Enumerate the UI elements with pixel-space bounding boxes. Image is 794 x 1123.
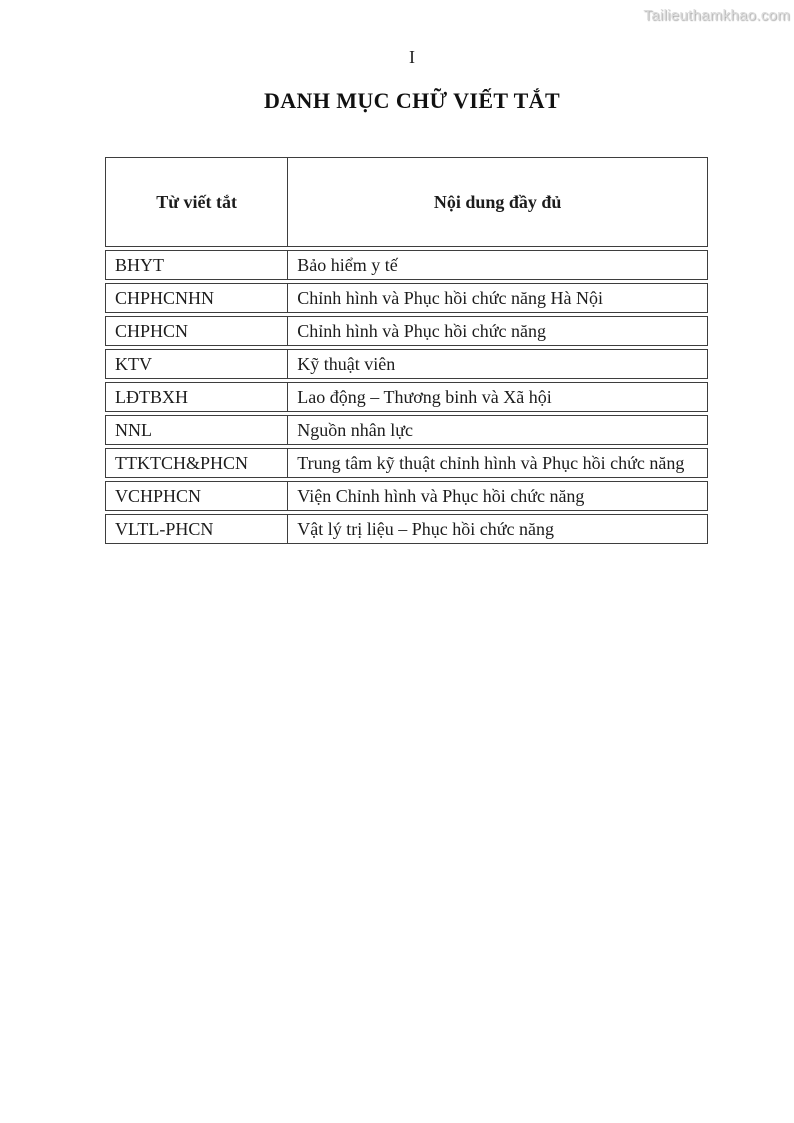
table-row: [105, 250, 708, 280]
page-number: I: [409, 47, 415, 67]
column-header-full-content: Nội dung đầy đủ: [288, 157, 708, 247]
abbreviation-cell: BHYT: [105, 250, 288, 280]
abbreviation-cell: VCHPHCN: [105, 481, 288, 511]
table-header-row: [105, 157, 708, 247]
full-content-cell: Trung tâm kỹ thuật chỉnh hình và Phục hồi chức năng: [288, 448, 708, 478]
table-row: [105, 514, 708, 544]
table-row: [105, 283, 708, 313]
table-row: [105, 481, 708, 511]
full-content-cell: Chỉnh hình và Phục hồi chức năng: [288, 316, 708, 346]
page-title: DANH MỤC CHỮ VIẾT TẮT: [263, 88, 561, 113]
abbreviation-cell: CHPHCN: [105, 316, 288, 346]
abbreviation-cell: CHPHCNHN: [105, 283, 288, 313]
abbreviation-cell: KTV: [105, 349, 288, 379]
full-content-cell: Nguồn nhân lực: [288, 415, 708, 445]
column-header-abbreviation: Từ viết tắt: [105, 157, 288, 247]
full-content-cell: Lao động – Thương binh và Xã hội: [288, 382, 708, 412]
full-content-cell: Kỹ thuật viên: [288, 349, 708, 379]
table-row: [105, 382, 708, 412]
abbreviation-cell: TTKTCH&PHCN: [105, 448, 288, 478]
full-content-cell: Vật lý trị liệu – Phục hồi chức năng: [288, 514, 708, 544]
abbreviations-table: [105, 154, 708, 547]
abbreviation-cell: NNL: [105, 415, 288, 445]
table-row: [105, 448, 708, 478]
full-content-cell: Bảo hiểm y tế: [288, 250, 708, 280]
table-row: [105, 349, 708, 379]
full-content-cell: Chỉnh hình và Phục hồi chức năng Hà Nội: [288, 283, 708, 313]
abbreviation-cell: LĐTBXH: [105, 382, 288, 412]
table-body: [105, 250, 708, 544]
abbreviation-cell: VLTL-PHCN: [105, 514, 288, 544]
full-content-cell: Viện Chỉnh hình và Phục hồi chức năng: [288, 481, 708, 511]
table-row: [105, 415, 708, 445]
watermark: Tailieuthamkhao.com: [643, 7, 790, 24]
table-row: [105, 316, 708, 346]
